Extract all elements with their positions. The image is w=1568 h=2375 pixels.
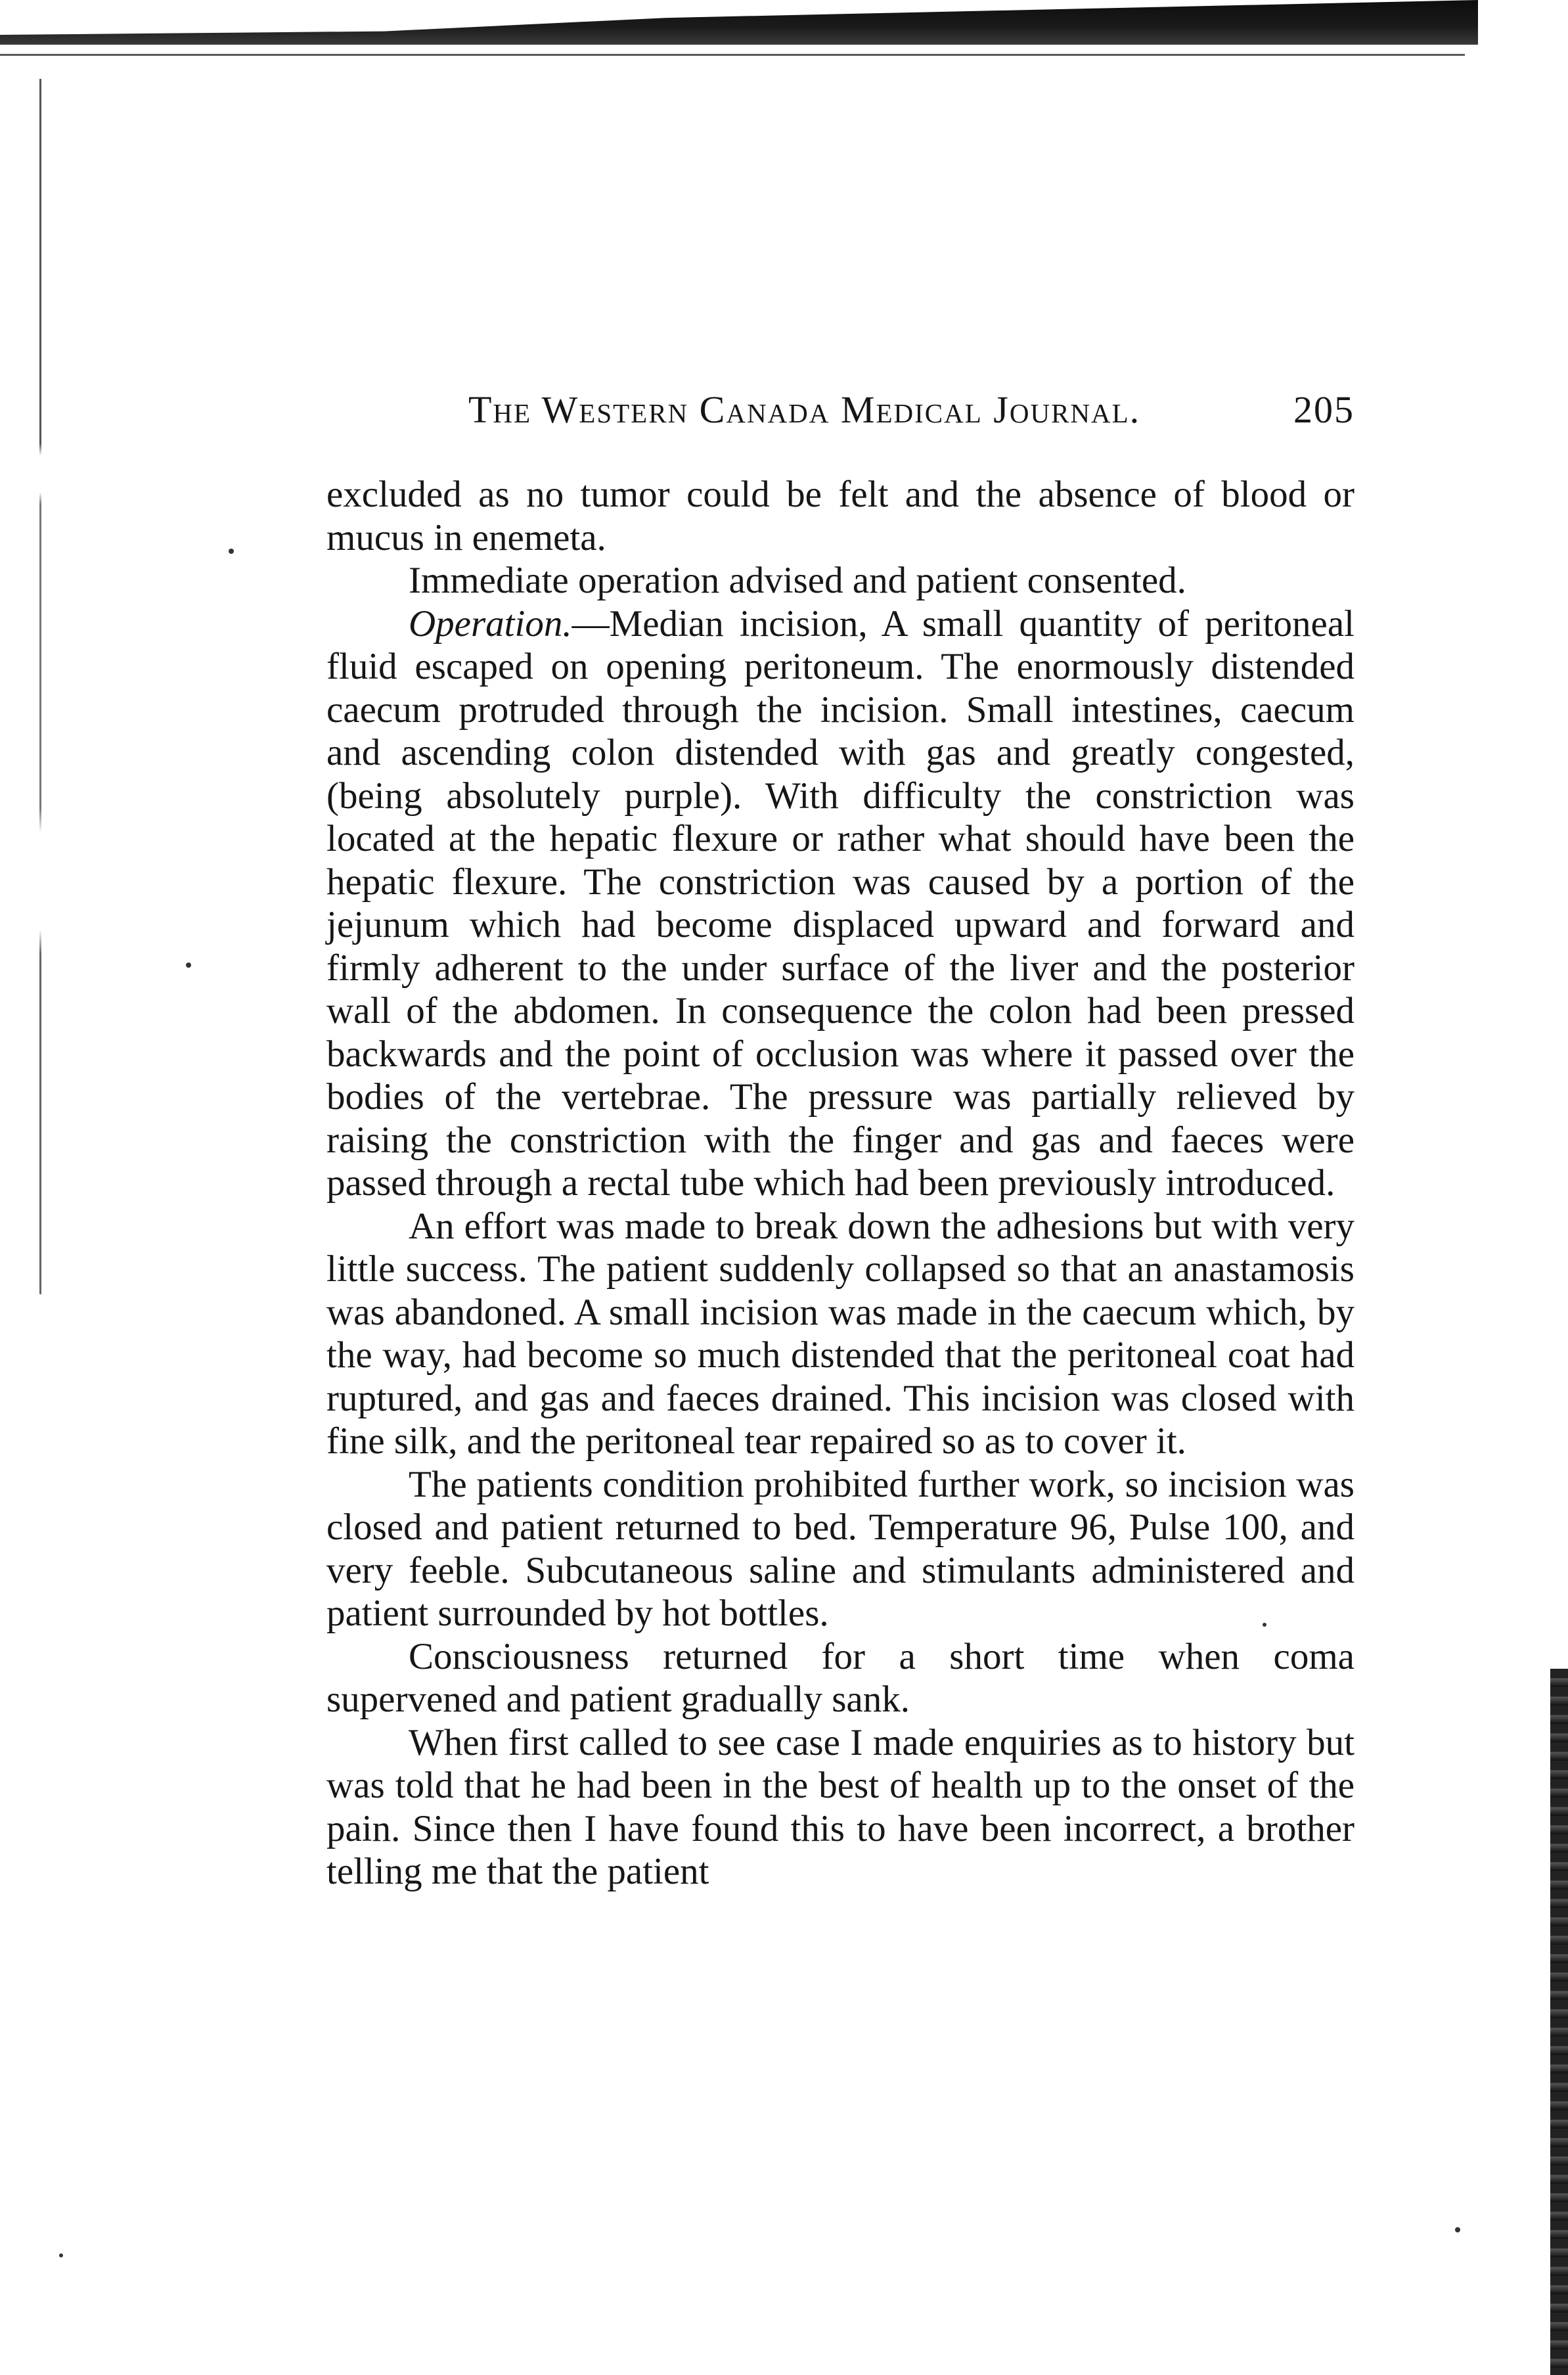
paragraph: excluded as no tumor could be felt and the absence of blood or mucus in enemeta. <box>326 474 1355 558</box>
paragraph: An effort was made to break down the adhesions but with very little success. The patient suddenly collapsed so that an anastamosis was abandoned. A small incision was made in the caecum which, by the way, had become so much distended that the peritoneal coat had ruptured, and gas and faeces drained. This incision was closed with fine silk, and the peritoneal tear repaired so as to cover it. <box>326 1205 1355 1462</box>
page-number: 205 <box>1293 388 1355 431</box>
running-head <box>326 388 1355 447</box>
scan-speck <box>1455 2227 1460 2232</box>
scan-top-border <box>0 0 1478 45</box>
paragraph: The patients condition prohibited further work, so incision was closed and patient returned to bed. Temperature 96, Pulse 100, and very feeble. Subcutaneous saline and stimulants administered and patient surrounded by hot bottles. <box>326 1463 1355 1634</box>
scan-speck <box>59 2253 63 2257</box>
paragraph: Immediate operation advised and patient consented. <box>409 560 1186 601</box>
scan-speck <box>186 962 191 968</box>
operation-heading: Operation. <box>409 602 572 645</box>
scan-left-margin-line <box>39 79 41 1294</box>
paragraph: When first called to see case I made enquiries as to history but was told that he had been in the best of health up to the onset of the pain. Since then I have found this to have been incorrect, a brother telling me that the patient <box>326 1721 1355 1892</box>
document-page <box>326 388 1355 1893</box>
body-text <box>326 473 1355 1893</box>
scan-speck <box>229 549 234 554</box>
scan-right-edge <box>1550 1669 1568 2375</box>
journal-title: The Western Canada Medical Journal. <box>468 388 1141 431</box>
paragraph: Consciousness returned for a short time when coma supervened and patient gradually sank. <box>326 1635 1355 1720</box>
paragraph: Operation.—Median incision, A small quantity of peritoneal fluid escaped on opening peritoneum. The enormously distended caecum protruded through the incision. Small intestines, caecum and ascending colon distended with gas and greatly congested, (being absolutely purple). With difficulty the constriction was located at the hepatic flexure or rather what should have been the hepatic flexure. The constriction was caused by a portion of the jejunum which had become displaced upward and forward and firmly adherent to the under surface of the liver and the posterior wall of the abdomen. In consequence the colon had been pressed backwards and the point of occlusion was where it passed over the bodies of the vertebrae. The pressure was partially relieved by raising the constriction with the finger and gas and faeces were passed through a rectal tube which had been previously introduced. <box>326 602 1355 1204</box>
scan-top-rule <box>0 54 1465 56</box>
